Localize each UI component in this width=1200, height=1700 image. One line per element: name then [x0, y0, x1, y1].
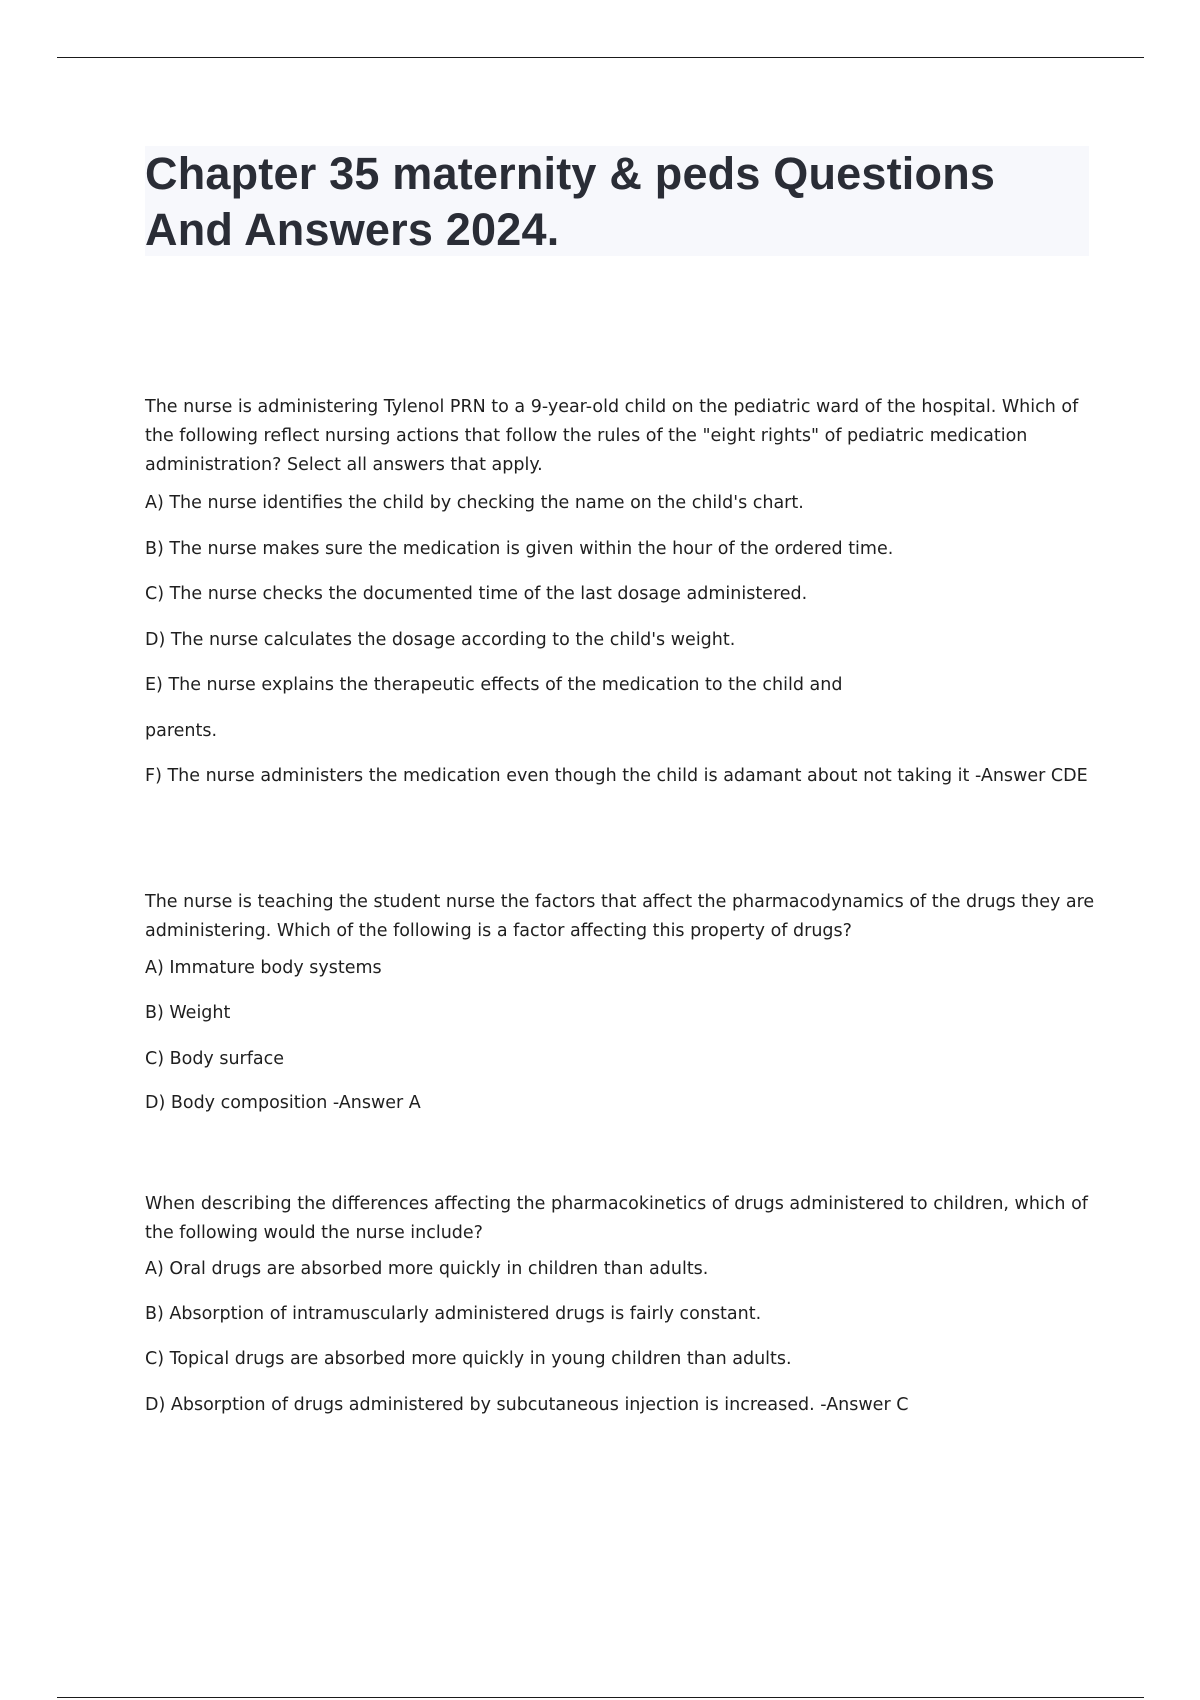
q1-option-b: B) The nurse makes sure the medication is given within the hour of the ordered time.: [145, 539, 894, 559]
q2-option-b: B) Weight: [145, 1003, 231, 1023]
q1-option-d: D) The nurse calculates the dosage according to the child's weight.: [145, 630, 736, 650]
question-block-2: [145, 888, 1095, 1113]
top-rule: [57, 57, 1144, 58]
q3-option-a: A) Oral drugs are absorbed more quickly in children than adults.: [145, 1259, 709, 1279]
question-block-3: [145, 1190, 1095, 1415]
q1-option-e-continued: parents.: [145, 721, 218, 741]
q2-option-a: A) Immature body systems: [145, 958, 382, 978]
question-block-1: [145, 393, 1095, 786]
question-text-2: The nurse is teaching the student nurse the factors that affect the pharmacodynamics of the drugs they are administering. Which of the following is a factor affecting this property of drugs?: [145, 892, 1095, 941]
q2-option-c: C) Body surface: [145, 1049, 285, 1069]
q1-option-c: C) The nurse checks the documented time of the last dosage administered.: [145, 584, 808, 604]
q3-option-d-answer: D) Absorption of drugs administered by subcutaneous injection is increased. -Answer C: [145, 1395, 909, 1415]
page-title: Chapter 35 maternity & peds Questions And Answers 2024.: [145, 148, 996, 255]
q1-option-e: E) The nurse explains the therapeutic effects of the medication to the child and: [145, 675, 843, 695]
q2-option-d-answer: D) Body composition -Answer A: [145, 1093, 421, 1113]
question-text-3: When describing the differences affecting the pharmacokinetics of drugs administered to children, which of the following would the nurse include?: [145, 1194, 1088, 1243]
q3-option-b: B) Absorption of intramuscularly administered drugs is fairly constant.: [145, 1304, 762, 1324]
title-block: [145, 146, 1089, 256]
question-text-1: The nurse is administering Tylenol PRN to a 9-year-old child on the pediatric ward of the hospital. Which of the following reflect nursing actions that follow the rules of the "eight rights" of pediatric medication administration? Select all answers that apply.: [145, 397, 1079, 475]
bottom-rule: [57, 1697, 1144, 1698]
q1-option-a: A) The nurse identifies the child by checking the name on the child's chart.: [145, 493, 804, 513]
q1-option-f-answer: F) The nurse administers the medication even though the child is adamant about not taking it -Answer CDE: [145, 766, 1088, 786]
q3-option-c: C) Topical drugs are absorbed more quickly in young children than adults.: [145, 1349, 792, 1369]
